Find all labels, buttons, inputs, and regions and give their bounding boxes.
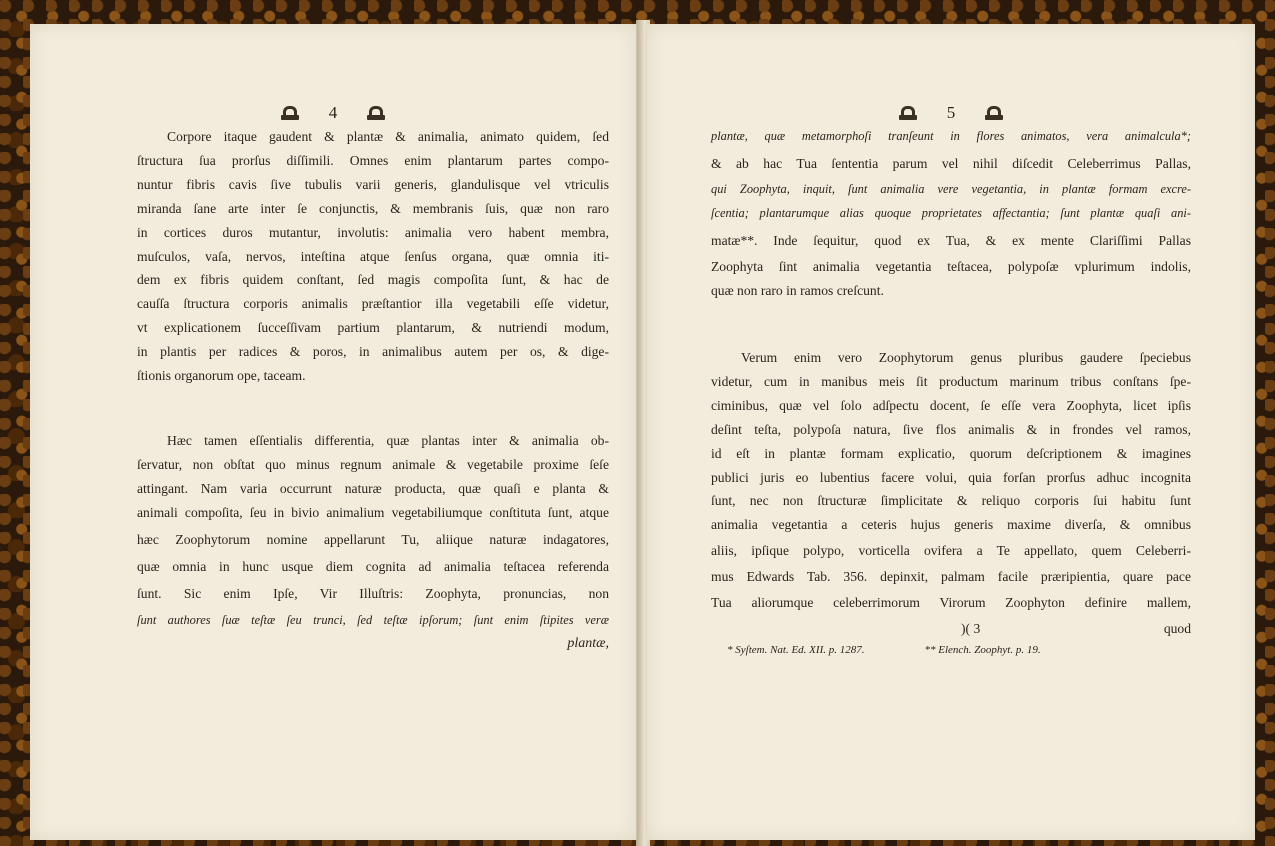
text-line: cauſſa ſtructura corporis animalis præſtantior illa vegetabili eſſe videtur, <box>137 296 609 312</box>
text-line: deſint teſta, polypoſa natura, ſive flos animalis & in frondes vel ramos, <box>711 421 1191 437</box>
text-line: in plantis per radices & poros, in animalibus autem per os, & dige- <box>137 344 609 360</box>
text-line: videtur, cum in manibus meis ſit productum marinum tribus conſtans ſpe- <box>711 373 1191 389</box>
text-line: in cortices duros mutantur, involutis: animalia vero habent membra, <box>137 224 609 240</box>
text-line: animalia vegetantia a ceteris hujus generis maxime diverſa, & omnibus <box>711 517 1191 533</box>
text-line: mus Edwards Tab. 356. depinxit, palmam facile præripientia, quare pace <box>711 569 1191 585</box>
text-line: Hæc tamen eſſentialis differentia, quæ plantas inter & animalia ob- <box>167 433 609 448</box>
catchword: plantæ, <box>567 636 609 652</box>
text-line: quæ non raro in ramos creſcunt. <box>711 282 884 298</box>
text-line: muſculos, vaſa, nervos, inteſtina atque ſenſus organa, quæ omnia iti- <box>137 248 609 264</box>
right-page-header <box>647 103 1255 123</box>
text-line: publici juris eo lubentius facere volui, quia forſan prorſus adhuc incognita <box>711 469 1191 485</box>
crown-ornament-icon <box>897 106 919 120</box>
text-line: Zoophyta ſint animalia vegetantia teſtacea, polypoſæ vplurimum indolis, <box>711 258 1191 274</box>
left-page-number: 4 <box>328 103 338 122</box>
footnote: * Syſtem. Nat. Ed. XII. p. 1287. <box>727 644 865 657</box>
text-line: ſcentia; plantarumque alias quoque proprietates affectantia; ſunt plantæ quaſi ani- <box>711 205 1191 220</box>
text-line: Corpore itaque gaudent & plantæ & animalia, animato quidem, ſed <box>167 129 609 144</box>
text-line: Tua aliorumque celeberrimorum Virorum Zoophyton definire mallem, <box>711 595 1191 611</box>
left-page-header <box>30 103 636 123</box>
left-paragraph-2 <box>137 429 609 656</box>
text-line: ciminibus, quæ vel ſolo adſpectu docent, ſe eſſe vera Zoophyta, licet ipſis <box>711 397 1191 413</box>
text-line: animali compoſita, ſeu in bivio animalium vegetabiliumque conſtituta ſunt, atque <box>137 504 609 520</box>
text-line: dem ex fibris quidem conſtant, ſed magis compoſita ſunt, & hac de <box>137 272 609 288</box>
text-line: ſtructura ſua prorſus diſſimili. Omnes enim plantarum partes compo- <box>137 152 609 168</box>
left-page <box>30 24 637 840</box>
catchword: quod <box>1163 621 1191 637</box>
text-line: ſunt. Sic enim Ipſe, Vir Illuſtris: Zoophyta, pronuncias, non <box>137 585 609 601</box>
right-paragraph-2 <box>711 346 1191 659</box>
text-line: matæ**. Inde ſequitur, quod ex Tua, & ex mente Clariſſimi Pallas <box>711 232 1191 248</box>
text-line: qui Zoophyta, inquit, ſunt animalia vere vegetantia, in plantæ formam excre- <box>711 181 1191 196</box>
text-line: quæ omnia in hunc usque diem cognita ad animalia teſtacea referenda <box>137 558 609 574</box>
text-line: vt explicationem ſucceſſivam partium plantarum, & nutriendi modum, <box>137 320 609 336</box>
right-page <box>647 24 1255 840</box>
signature-line <box>711 617 1191 641</box>
text-line: plantæ, quæ metamorphoſi tranſeunt in flores animatos, vera animalcula*; <box>711 129 1191 143</box>
text-line: ſunt, nec non ſtructuræ ſimplicitate & reliquo corporis ſui habitu ſunt <box>711 493 1191 509</box>
text-line: miranda ſane arte inter ſe conjunctis, & membranis ſuis, quæ non raro <box>137 200 609 216</box>
right-page-number: 5 <box>946 103 956 122</box>
text-line: nuntur fibris cavis ſive tubulis varii generis, glandulisque vel vtriculis <box>137 176 609 192</box>
text-line: aliis, ipſique polypo, vorticella ovifera a Te appellato, quem Celeberri- <box>711 543 1191 559</box>
text-line: ſervatur, non obſtat quo minus regnum animale & vegetabile proxime ſeſe <box>137 456 609 472</box>
left-paragraph-1 <box>137 125 609 388</box>
crown-ornament-icon <box>983 106 1005 120</box>
text-line: attingant. Nam varia occurrunt naturæ producta, quæ quaſi e planta & <box>137 480 609 496</box>
crown-ornament-icon <box>365 106 387 120</box>
text-line: ſtionis organorum ope, taceam. <box>137 368 306 384</box>
text-line: ſunt authores ſuæ teſtæ ſeu trunci, ſed teſtæ ipſorum; ſunt enim ſtipites veræ <box>137 612 609 627</box>
text-line: id eſt in plantæ formam explicatio, quorum deſcriptionem & imagines <box>711 445 1191 461</box>
text-line: & ab hac Tua ſententia parum vel nihil diſcedit Celeberrimus Pallas, <box>711 155 1191 171</box>
footnotes <box>711 641 1191 659</box>
text-line: Verum enim vero Zoophytorum genus pluribus gaudere ſpeciebus <box>741 350 1191 365</box>
right-paragraph-1 <box>711 125 1191 303</box>
footnote: ** Elench. Zoophyt. p. 19. <box>924 644 1041 657</box>
signature-mark: )( 3 <box>961 621 981 637</box>
text-line: hæc Zoophytorum nomine appellarunt Tu, aliique naturæ indagatores, <box>137 531 609 547</box>
crown-ornament-icon <box>279 106 301 120</box>
